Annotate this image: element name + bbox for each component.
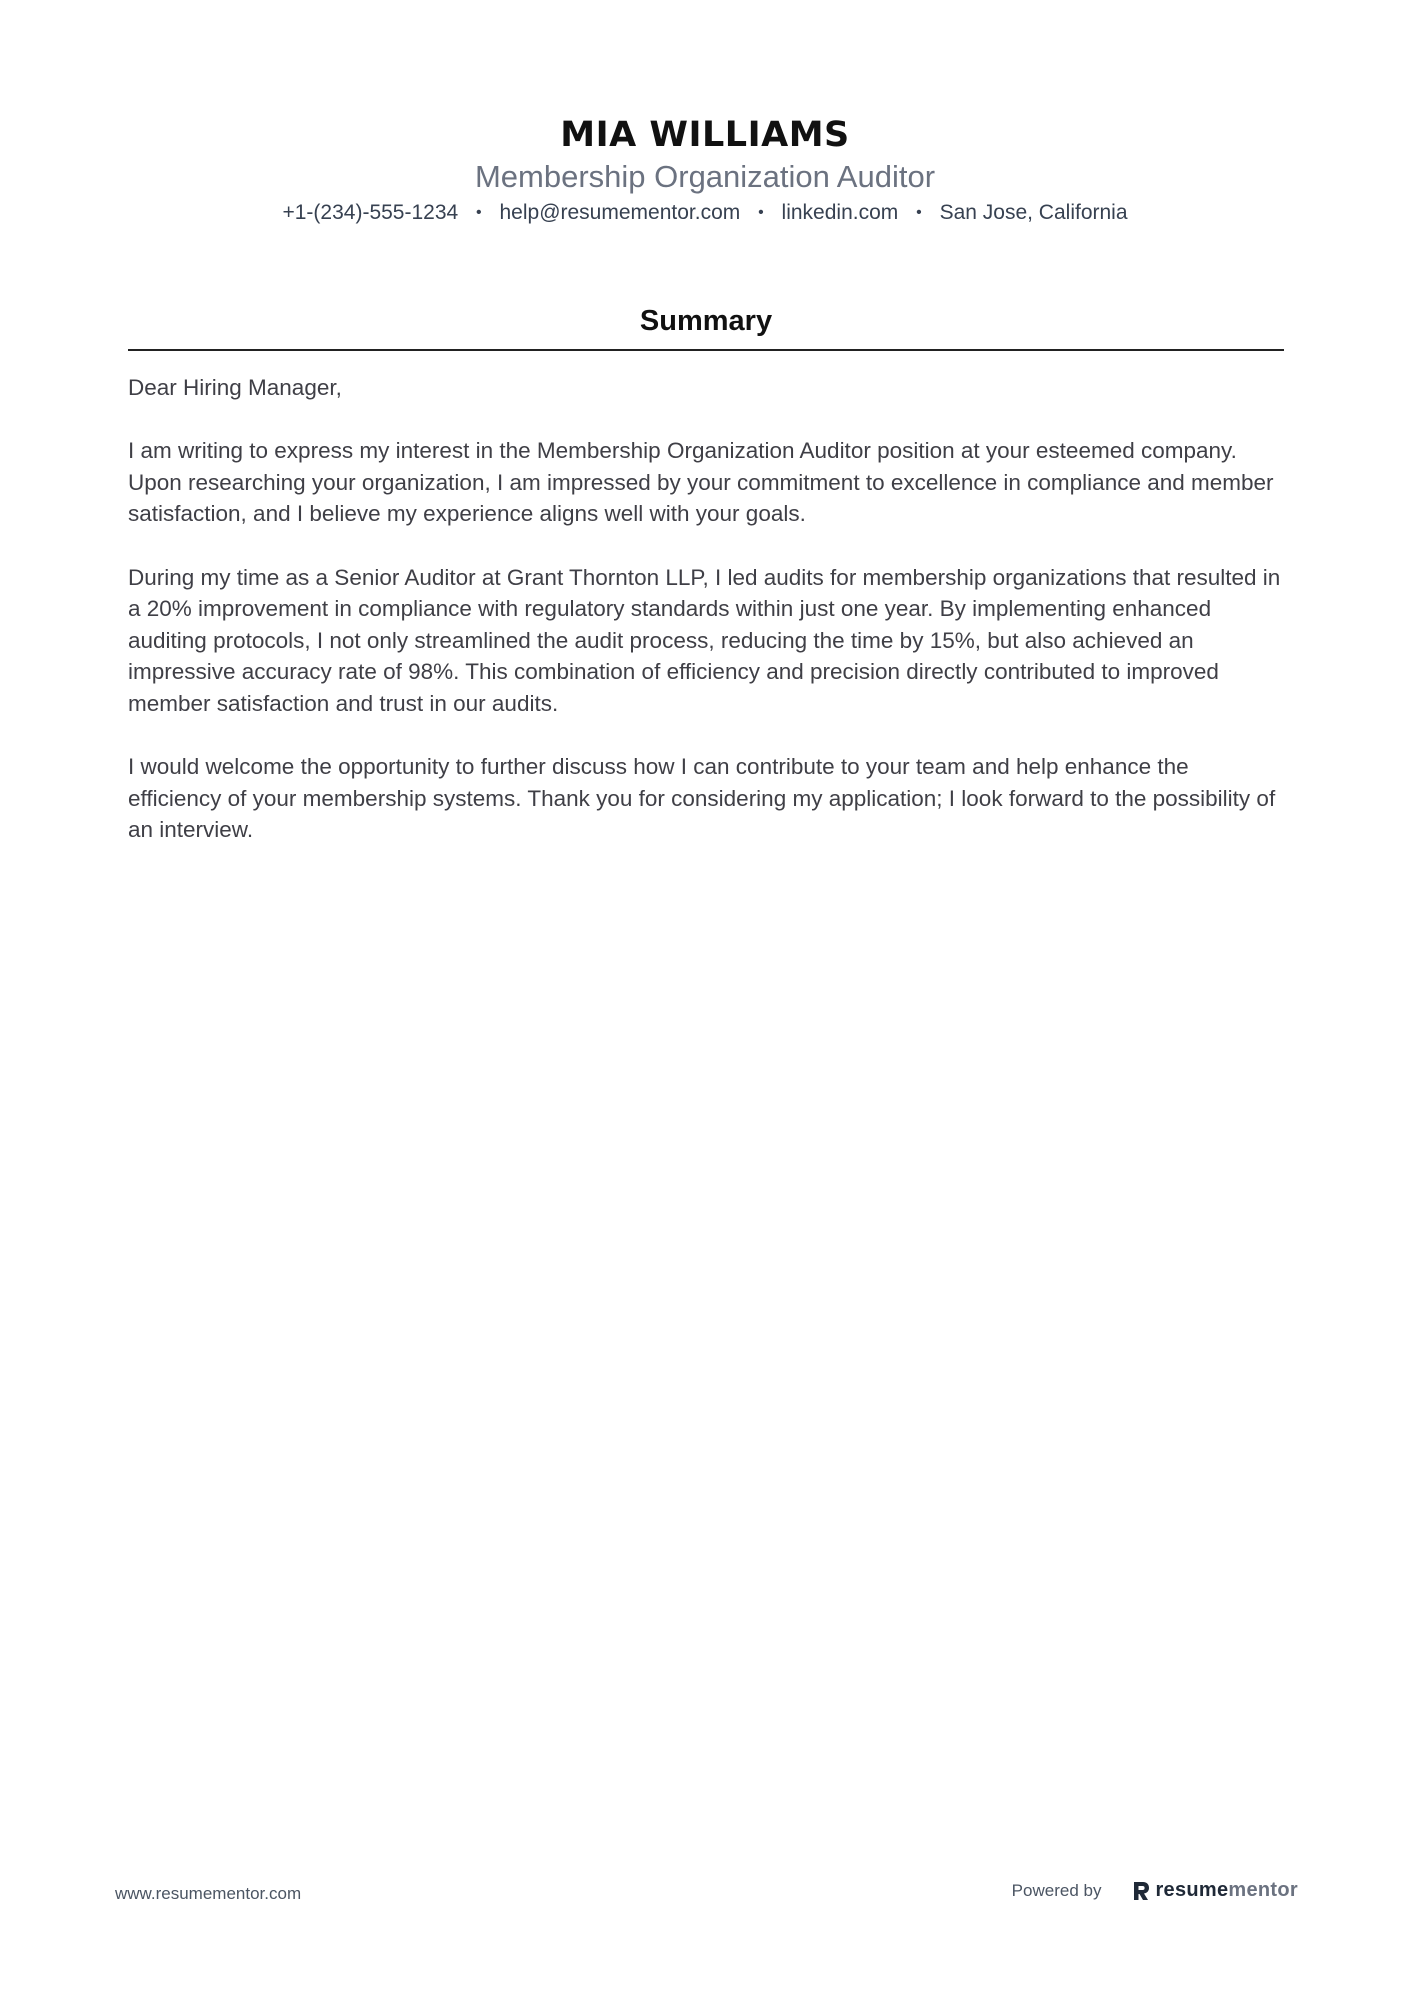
brand-wordmark-resume: resume xyxy=(1155,1879,1229,1901)
contact-info xyxy=(0,198,1410,228)
contact-separator: • xyxy=(758,204,764,221)
contact-separator: • xyxy=(476,204,482,221)
resume-header xyxy=(0,112,1410,228)
contact-email[interactable]: help@resumementor.com xyxy=(499,201,741,224)
contact-separator: • xyxy=(916,204,922,221)
letter-paragraph: I am writing to express my interest in the Membership Organization Auditor position at your esteemed company. Upon researching your organization, I am impressed by your commitment to excellence in compliance and member satisfaction, and I believe my experience aligns well with your goals. xyxy=(128,438,1274,527)
letter-paragraph: During my time as a Senior Auditor at Grant Thornton LLP, I led audits for membership organizations that resulted in a 20% improvement in compliance with regulatory standards within just one year. By implementing enhanced auditing protocols, I not only streamlined the audit process, reducing the time by 15%, but also achieved an impressive accuracy rate of 98%. This combination of efficiency and precision directly contributed to improved member satisfaction and trust in our audits. xyxy=(128,564,1281,716)
brand-wordmark xyxy=(1155,1879,1298,1902)
section-heading-summary: Summary xyxy=(128,302,1284,351)
contact-location: San Jose, California xyxy=(939,201,1128,224)
contact-linkedin[interactable]: linkedin.com xyxy=(781,201,899,224)
footer-branding xyxy=(1012,1879,1298,1902)
brand-logo[interactable] xyxy=(1131,1879,1298,1902)
footer-website[interactable]: www.resumementor.com xyxy=(115,1884,302,1903)
letter-greeting: Dear Hiring Manager, xyxy=(128,375,342,400)
summary-section xyxy=(128,302,1284,878)
letter-paragraph: I would welcome the opportunity to further discuss how I can contribute to your team and help enhance the efficiency of your membership systems. Thank you for considering my application; I look forward to the possibility of an interview. xyxy=(128,754,1276,843)
powered-by-label: Powered by xyxy=(1011,1880,1102,1900)
contact-phone: +1-(234)-555-1234 xyxy=(282,201,459,224)
resumementor-logo-icon xyxy=(1131,1880,1151,1902)
brand-wordmark-mentor: mentor xyxy=(1228,1879,1298,1901)
job-title: Membership Organization Auditor xyxy=(474,159,936,194)
cover-letter-body xyxy=(128,372,1284,846)
candidate-name: MIA WILLIAMS xyxy=(560,115,850,155)
